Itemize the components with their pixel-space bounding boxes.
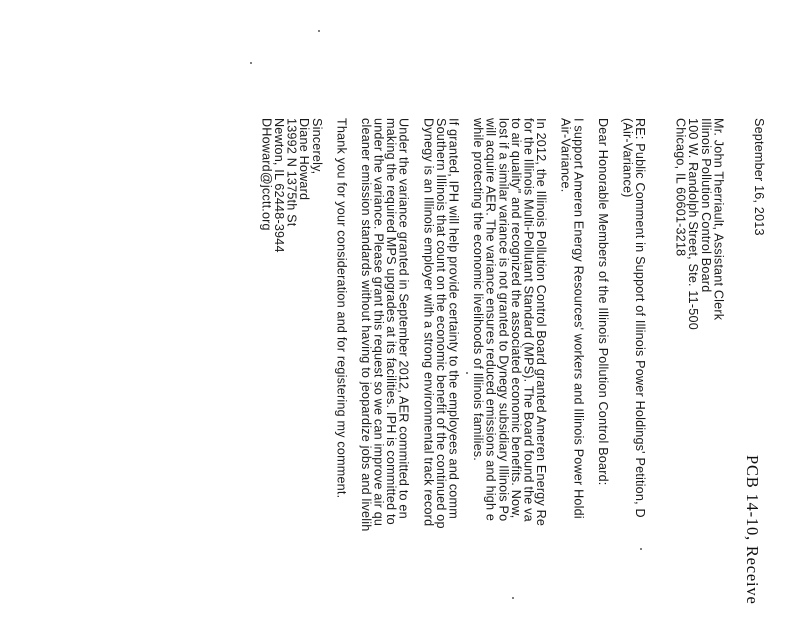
paragraph-line: Under the variance granted in September 2012, AER committed to en	[396, 118, 411, 519]
letter-text-column	[260, 0, 765, 618]
paragraph-line: will acquire AER. The variance ensures reduced emissions and high e	[483, 118, 498, 522]
letter-body	[175, 0, 765, 618]
paragraph-line: for the Illinois Multi-Pollutant Standard (MPS). The Board found the va	[521, 118, 536, 522]
paragraph-line: Dynegy is an Illinois employer with a strong environmental track record	[421, 118, 436, 527]
subject-line: RE: Public Comment in Support of Illinois Power Holdings' Petition, D	[633, 118, 648, 518]
paragraph-line: lost if a similar variance is not granted to Dynegy subsidiary Illinois Po	[496, 118, 511, 522]
signer-city: Newton, IL 62448-3944	[271, 118, 286, 253]
paragraph-line: Air-Variance.	[558, 118, 573, 193]
scan-speck	[466, 372, 468, 374]
salutation: Dear Honorable Members of the Illinois Pollution Control Board:	[595, 118, 610, 486]
paragraph-line: If granted, IPH will help provide certainty to the employees and comm	[446, 118, 461, 519]
scan-speck	[318, 30, 320, 32]
docket-stamp: PCB 14-10, Receive	[743, 455, 762, 605]
scan-speck	[512, 597, 514, 599]
paragraph-line: to air quality" and recognized the associated economic benefits. Now,	[508, 118, 523, 519]
paragraph-line: In 2012, the Illinois Pollution Control Board granted Ameren Energy Re	[534, 118, 549, 527]
signer-address: 13992 N 1375th St	[284, 118, 299, 227]
paragraph-line: I support Ameren Energy Resources' workers and Illinois Power Holdi	[571, 118, 586, 519]
recipient-line: Chicago, IL 60601-3218	[673, 118, 688, 257]
paragraph-line: under the variance. Please grant this request so we can improve air qu	[371, 118, 386, 527]
paragraph-line: making the required MPS upgrades at its facilities. IPH is committed to	[384, 118, 399, 525]
scan-speck	[250, 62, 252, 64]
paragraph-line: cleaner emission standards without having to jeopardize jobs and livelih	[358, 118, 373, 532]
scan-speck	[640, 548, 642, 550]
paragraph-line: while protecting the economic livelihoods of Illinois families.	[471, 118, 486, 461]
recipient-line: Mr. John Therriault, Assistant Clerk	[711, 118, 726, 321]
signer-name: Diane Howard	[297, 118, 312, 201]
recipient-line: Illinois Pollution Control Board	[698, 118, 713, 293]
recipient-line: 100 W. Randolph Street, Ste. 11-500	[686, 118, 701, 330]
signoff: Sincerely,	[309, 118, 324, 175]
closing-line: Thank you for your consideration and for registering my comment.	[334, 118, 349, 499]
letter-date: September 16, 2013	[752, 118, 766, 236]
paragraph-line: Southern Illinois that count on the economic benefit of the continued op	[433, 118, 448, 529]
signer-email: DHoward@jcctt.org	[259, 118, 274, 231]
subject-line: (Air-Variance)	[620, 118, 635, 198]
